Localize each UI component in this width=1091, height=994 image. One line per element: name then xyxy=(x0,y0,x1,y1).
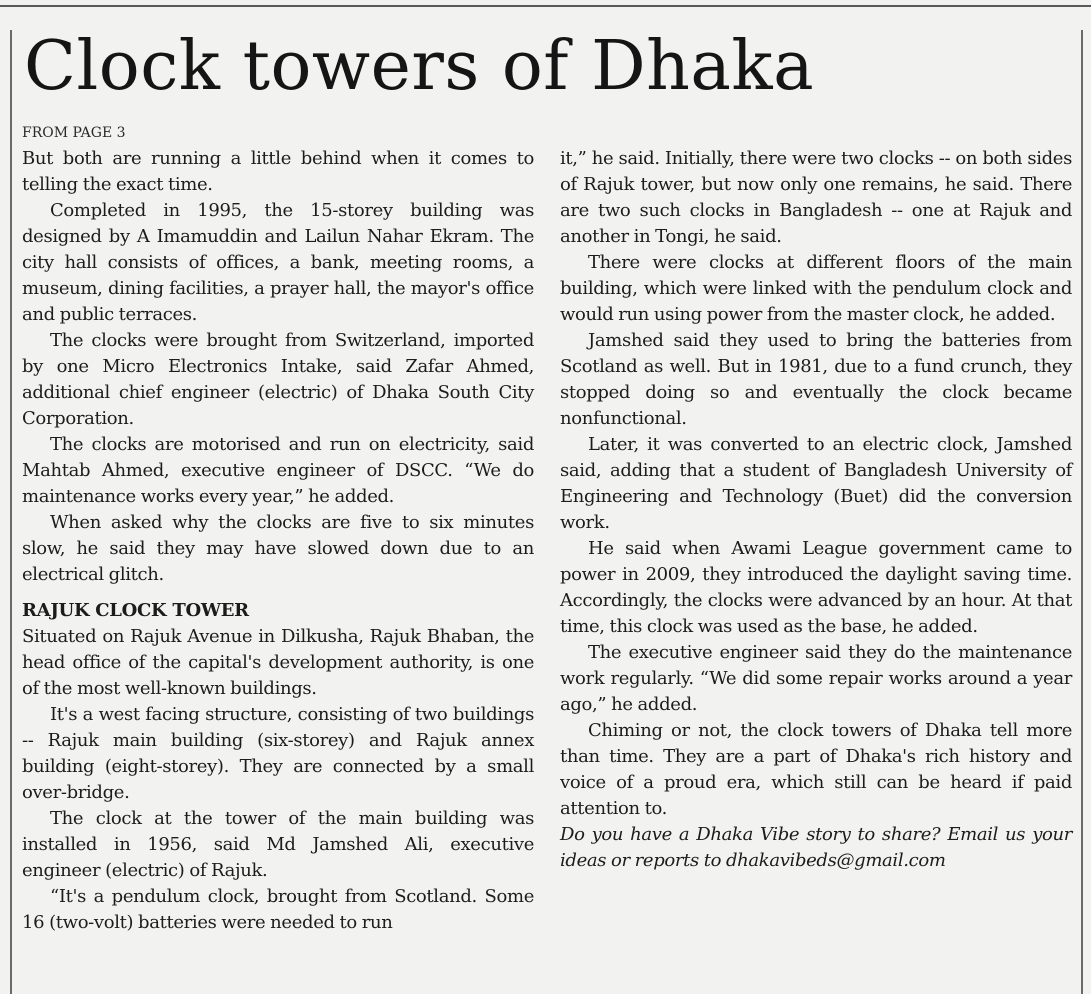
paragraph: Chiming or not, the clock towers of Dhaka tell more than time. They are a part of Dhaka's rich history and voice of a proud era, which still can be heard if paid attention to. xyxy=(560,720,1072,819)
promo-email-link[interactable]: dhakavibeds@gmail.com xyxy=(726,850,946,871)
section-subhead: RAJUK CLOCK TOWER xyxy=(22,600,249,621)
left-column-rule xyxy=(10,30,12,994)
paragraph: It's a west facing structure, consisting of two buildings -- Rajuk main building (six-storey) and Rajuk annex building (eight-storey). They are connected by a small over-bridge. xyxy=(22,704,534,803)
paragraph: Jamshed said they used to bring the batteries from Scotland as well. But in 1981, due to a fund crunch, they stopped doing so and eventually the clock became nonfunctional. xyxy=(560,330,1072,429)
right-column-rule xyxy=(1081,30,1083,994)
paragraph: The executive engineer said they do the maintenance work regularly. “We did some repair works around a year ago,” he added. xyxy=(560,642,1072,715)
paragraph: Completed in 1995, the 15-storey building was designed by A Imamuddin and Lailun Nahar Ekram. The city hall consists of offices, a bank, meeting rooms, a museum, dining facilities, a prayer hall, the mayor's office and public terraces. xyxy=(22,200,534,325)
story-promo xyxy=(560,822,1072,874)
paragraph: Later, it was converted to an electric clock, Jamshed said, adding that a student of Bangladesh University of Engineering and Technology (Buet) did the conversion work. xyxy=(560,434,1072,533)
from-page-kicker: FROM PAGE 3 xyxy=(22,125,126,141)
promo-text: Do you have a Dhaka Vibe story to share? Email us your ideas or reports to xyxy=(560,824,1072,871)
headline: Clock towers of Dhaka xyxy=(24,27,815,106)
paragraph: The clock at the tower of the main building was installed in 1956, said Md Jamshed Ali, executive engineer (electric) of Rajuk. xyxy=(22,808,534,881)
paragraph: There were clocks at different floors of the main building, which were linked with the pendulum clock and would run using power from the master clock, he added. xyxy=(560,252,1072,325)
paragraph: “It's a pendulum clock, brought from Scotland. Some 16 (two-volt) batteries were needed to run xyxy=(22,886,534,933)
right-column xyxy=(560,146,1072,874)
left-column xyxy=(22,146,534,936)
paragraph: Situated on Rajuk Avenue in Dilkusha, Rajuk Bhaban, the head office of the capital's development authority, is one of the most well-known buildings. xyxy=(22,626,534,699)
paragraph: it,” he said. Initially, there were two clocks -- on both sides of Rajuk tower, but now only one remains, he said. There are two such clocks in Bangladesh -- one at Rajuk and another in Tongi, he said. xyxy=(560,148,1072,247)
paragraph: The clocks are motorised and run on electricity, said Mahtab Ahmed, executive engineer of DSCC. “We do maintenance works every year,” he added. xyxy=(22,434,534,507)
paragraph: But both are running a little behind when it comes to telling the exact time. xyxy=(22,148,534,195)
paragraph: The clocks were brought from Switzerland, imported by one Micro Electronics Intake, said Zafar Ahmed, additional chief engineer (electric) of Dhaka South City Corporation. xyxy=(22,330,534,429)
top-rule xyxy=(0,5,1091,7)
paragraph: When asked why the clocks are five to six minutes slow, he said they may have slowed down due to an electrical glitch. xyxy=(22,512,534,585)
paragraph: He said when Awami League government came to power in 2009, they introduced the daylight saving time. Accordingly, the clocks were advanced by an hour. At that time, this clock was used as the base, he added. xyxy=(560,538,1072,637)
